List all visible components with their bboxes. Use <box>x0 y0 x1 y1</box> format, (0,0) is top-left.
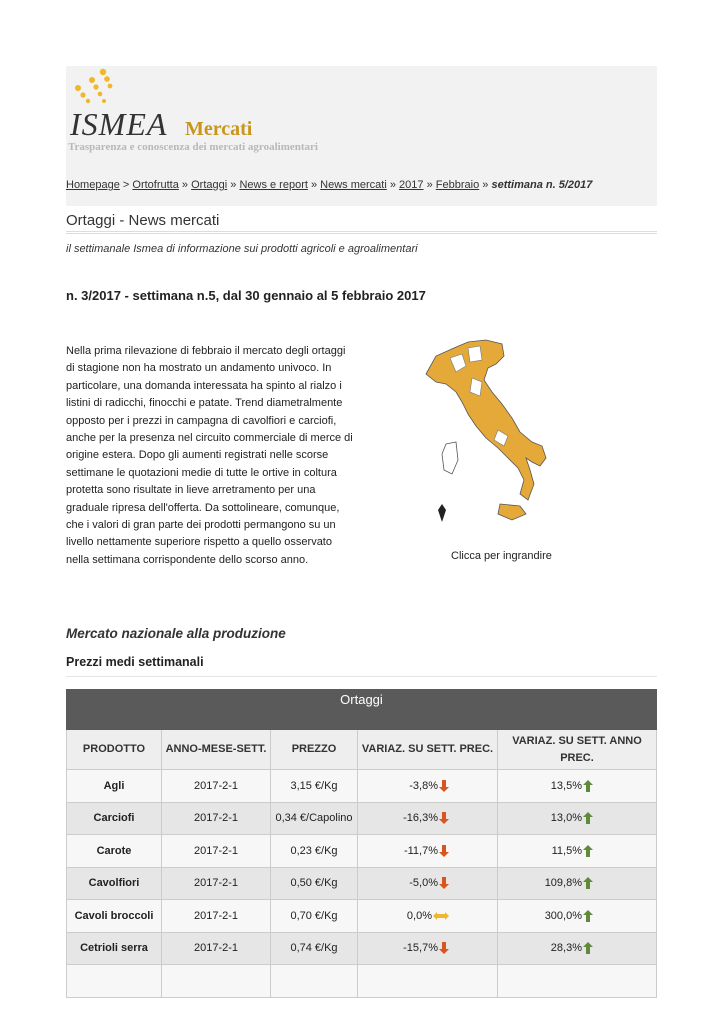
cell-prodotto <box>67 867 162 900</box>
cell-var-sett-value: -11,7% <box>403 844 438 857</box>
cell-var-anno <box>498 770 657 803</box>
cell-prodotto <box>67 932 162 965</box>
italy-map-icon <box>416 334 556 534</box>
cell-periodo-value: 2017-2-1 <box>193 942 239 955</box>
cell-var-sett-value: -15,7% <box>403 942 438 955</box>
column-header-periodo: ANNO-MESE-SETT. <box>162 730 271 770</box>
column-header-var-sett: VARIAZ. SU SETT. PREC. <box>358 730 498 770</box>
arrow-flat-icon <box>433 911 449 921</box>
issue-title: n. 3/2017 - settimana n.5, dal 30 gennaio al 5 febbraio 2017 <box>66 288 426 303</box>
arrow-up-icon <box>583 845 593 857</box>
arrow-up-icon <box>583 812 593 824</box>
breadcrumb-separator: » <box>389 179 396 191</box>
cell-var-sett-value: 0,0% <box>406 909 432 922</box>
cell-prezzo <box>271 835 358 868</box>
cell-prodotto-value: Carote <box>96 844 132 857</box>
cell-prodotto-value: Agli <box>103 779 125 792</box>
breadcrumb-news-report[interactable]: News e report <box>239 179 308 191</box>
breadcrumb-separator: > <box>122 179 130 191</box>
italy-map-image[interactable] <box>416 334 556 534</box>
cell-prodotto-value: Carciofi <box>93 812 135 825</box>
breadcrumb <box>66 179 592 191</box>
breadcrumb-homepage[interactable]: Homepage <box>66 179 120 191</box>
breadcrumb-2017[interactable]: 2017 <box>399 179 424 191</box>
cell-prezzo <box>271 867 358 900</box>
cell-var-sett <box>358 770 498 803</box>
cell-var-anno <box>498 867 657 900</box>
table-row <box>67 965 657 998</box>
market-title: Mercato nazionale alla produzione <box>66 626 286 641</box>
arrow-down-icon <box>439 845 449 857</box>
arrow-up-icon <box>583 877 593 889</box>
prices-table <box>66 689 657 998</box>
table-row <box>67 900 657 933</box>
column-header-var-anno: VARIAZ. SU SETT. ANNO PREC. <box>498 730 657 770</box>
cell-periodo-value: 2017-2-1 <box>193 909 239 922</box>
section-subtitle: il settimanale Ismea di informazione sui prodotti agricoli e agroalimentari <box>66 243 418 255</box>
article-body: Nella prima rilevazione di febbraio il mercato degli ortaggi di stagione non ha mostrato un andamento univoco. In particolare, una domanda interessata ha spinto al rialzo i listini di radicchi, finocchi e patate. Trend diametralmente opposto per i prezzi in campagna di cavolfiori e carciofi, anche per la presenza nel circuito commerciale di merce di origine estera. Dopo gli aumenti registrati nelle scorse settimane le quotazioni medie di tutte le ortive in coltura protetta sono risultate in lieve arretramento per una graduale ripresa dell'offerta. Da sottolineare, comunque, che i valori di gran parte dei prodotti permangono su un livello nettamente superiore rispetto a quello osservato nella settimana corrispondente dello scorso anno. <box>66 345 353 566</box>
cell-var-sett <box>358 835 498 868</box>
table-row <box>67 770 657 803</box>
breadcrumb-separator: » <box>230 179 237 191</box>
column-header-prodotto: PRODOTTO <box>67 730 162 770</box>
cell-prodotto-value: Cavolfiori <box>88 877 140 890</box>
cell-var-sett <box>358 965 498 998</box>
cell-prezzo-value: 3,15 €/Kg <box>290 779 338 792</box>
cell-periodo <box>162 802 271 835</box>
ismea-logo[interactable] <box>66 66 366 161</box>
arrow-down-icon <box>439 780 449 792</box>
cell-var-anno-value: 13,5% <box>550 779 582 792</box>
cell-prodotto <box>67 802 162 835</box>
cell-prodotto <box>67 900 162 933</box>
breadcrumb-febbraio[interactable]: Febbraio <box>435 179 480 191</box>
arrow-down-icon <box>439 877 449 889</box>
cell-var-anno-value: 13,0% <box>550 812 582 825</box>
arrow-down-icon <box>439 812 449 824</box>
site-header <box>66 66 657 206</box>
cell-var-sett <box>358 867 498 900</box>
cell-prezzo <box>271 932 358 965</box>
cell-periodo <box>162 965 271 998</box>
cell-periodo <box>162 932 271 965</box>
table-row <box>67 867 657 900</box>
cell-var-anno-value: 109,8% <box>544 877 582 890</box>
cell-var-anno-value: 11,5% <box>551 844 582 857</box>
cell-var-anno <box>498 932 657 965</box>
cell-periodo <box>162 835 271 868</box>
page <box>66 66 657 955</box>
cell-var-sett <box>358 932 498 965</box>
cell-var-sett <box>358 900 498 933</box>
cell-periodo <box>162 770 271 803</box>
cell-periodo-value: 2017-2-1 <box>193 844 239 857</box>
cell-prodotto <box>67 965 162 998</box>
logo-tagline: Trasparenza e conoscenza dei mercati agroalimentari <box>68 141 318 153</box>
cell-prezzo-value: 0,74 €/Kg <box>290 942 338 955</box>
cell-prezzo <box>271 802 358 835</box>
cell-periodo <box>162 900 271 933</box>
cell-var-sett-value: -16,3% <box>403 812 438 825</box>
cell-prodotto-value: Cetrioli serra <box>80 942 148 955</box>
breadcrumb-separator: » <box>181 179 189 191</box>
cell-var-anno <box>498 965 657 998</box>
cell-periodo-value: 2017-2-1 <box>193 877 239 890</box>
cell-prodotto-value: Cavoli broccoli <box>74 909 154 922</box>
breadcrumb-current: settimana n. 5/2017 <box>491 179 593 191</box>
cell-periodo <box>162 867 271 900</box>
cell-prezzo <box>271 965 358 998</box>
cell-prezzo-value: 0,34 €/Capolino <box>275 812 353 825</box>
breadcrumb-news-mercati[interactable]: News mercati <box>320 179 387 191</box>
breadcrumb-ortofrutta[interactable]: Ortofrutta <box>132 179 179 191</box>
cell-prodotto <box>67 835 162 868</box>
arrow-down-icon <box>439 942 449 954</box>
arrow-up-icon <box>583 942 593 954</box>
cell-prezzo-value: 0,23 €/Kg <box>290 844 338 857</box>
cell-var-sett-value: -3,8% <box>409 779 438 792</box>
breadcrumb-ortaggi[interactable]: Ortaggi <box>191 179 228 191</box>
section-title: Ortaggi - News mercati <box>66 212 657 234</box>
cell-periodo-value: 2017-2-1 <box>193 812 239 825</box>
cell-var-sett-value: -5,0% <box>409 877 438 890</box>
table-row <box>67 932 657 965</box>
arrow-up-icon <box>583 780 593 792</box>
cell-var-anno <box>498 900 657 933</box>
prices-title: Prezzi medi settimanali <box>66 655 657 677</box>
arrow-up-icon <box>583 910 593 922</box>
cell-prezzo-value: 0,70 €/Kg <box>290 909 338 922</box>
logo-mercati: Mercati <box>185 118 253 140</box>
cell-prodotto <box>67 770 162 803</box>
cell-periodo-value: 2017-2-1 <box>193 779 239 792</box>
table-row <box>67 802 657 835</box>
breadcrumb-separator: » <box>310 179 318 191</box>
cell-prezzo-value: 0,50 €/Kg <box>290 877 338 890</box>
cell-var-sett <box>358 802 498 835</box>
cell-var-anno-value: 28,3% <box>550 942 582 955</box>
logo-wordmark: ISMEA <box>70 106 168 142</box>
breadcrumb-separator: » <box>426 179 433 191</box>
cell-var-anno <box>498 835 657 868</box>
breadcrumb-separator: » <box>482 179 489 191</box>
table-caption: Ortaggi <box>67 690 657 730</box>
cell-prezzo <box>271 770 358 803</box>
cell-var-anno <box>498 802 657 835</box>
map-caption: Clicca per ingrandire <box>451 550 552 562</box>
table-row <box>67 835 657 868</box>
cell-var-anno-value: 300,0% <box>544 909 582 922</box>
column-header-prezzo: PREZZO <box>271 730 358 770</box>
cell-prezzo <box>271 900 358 933</box>
